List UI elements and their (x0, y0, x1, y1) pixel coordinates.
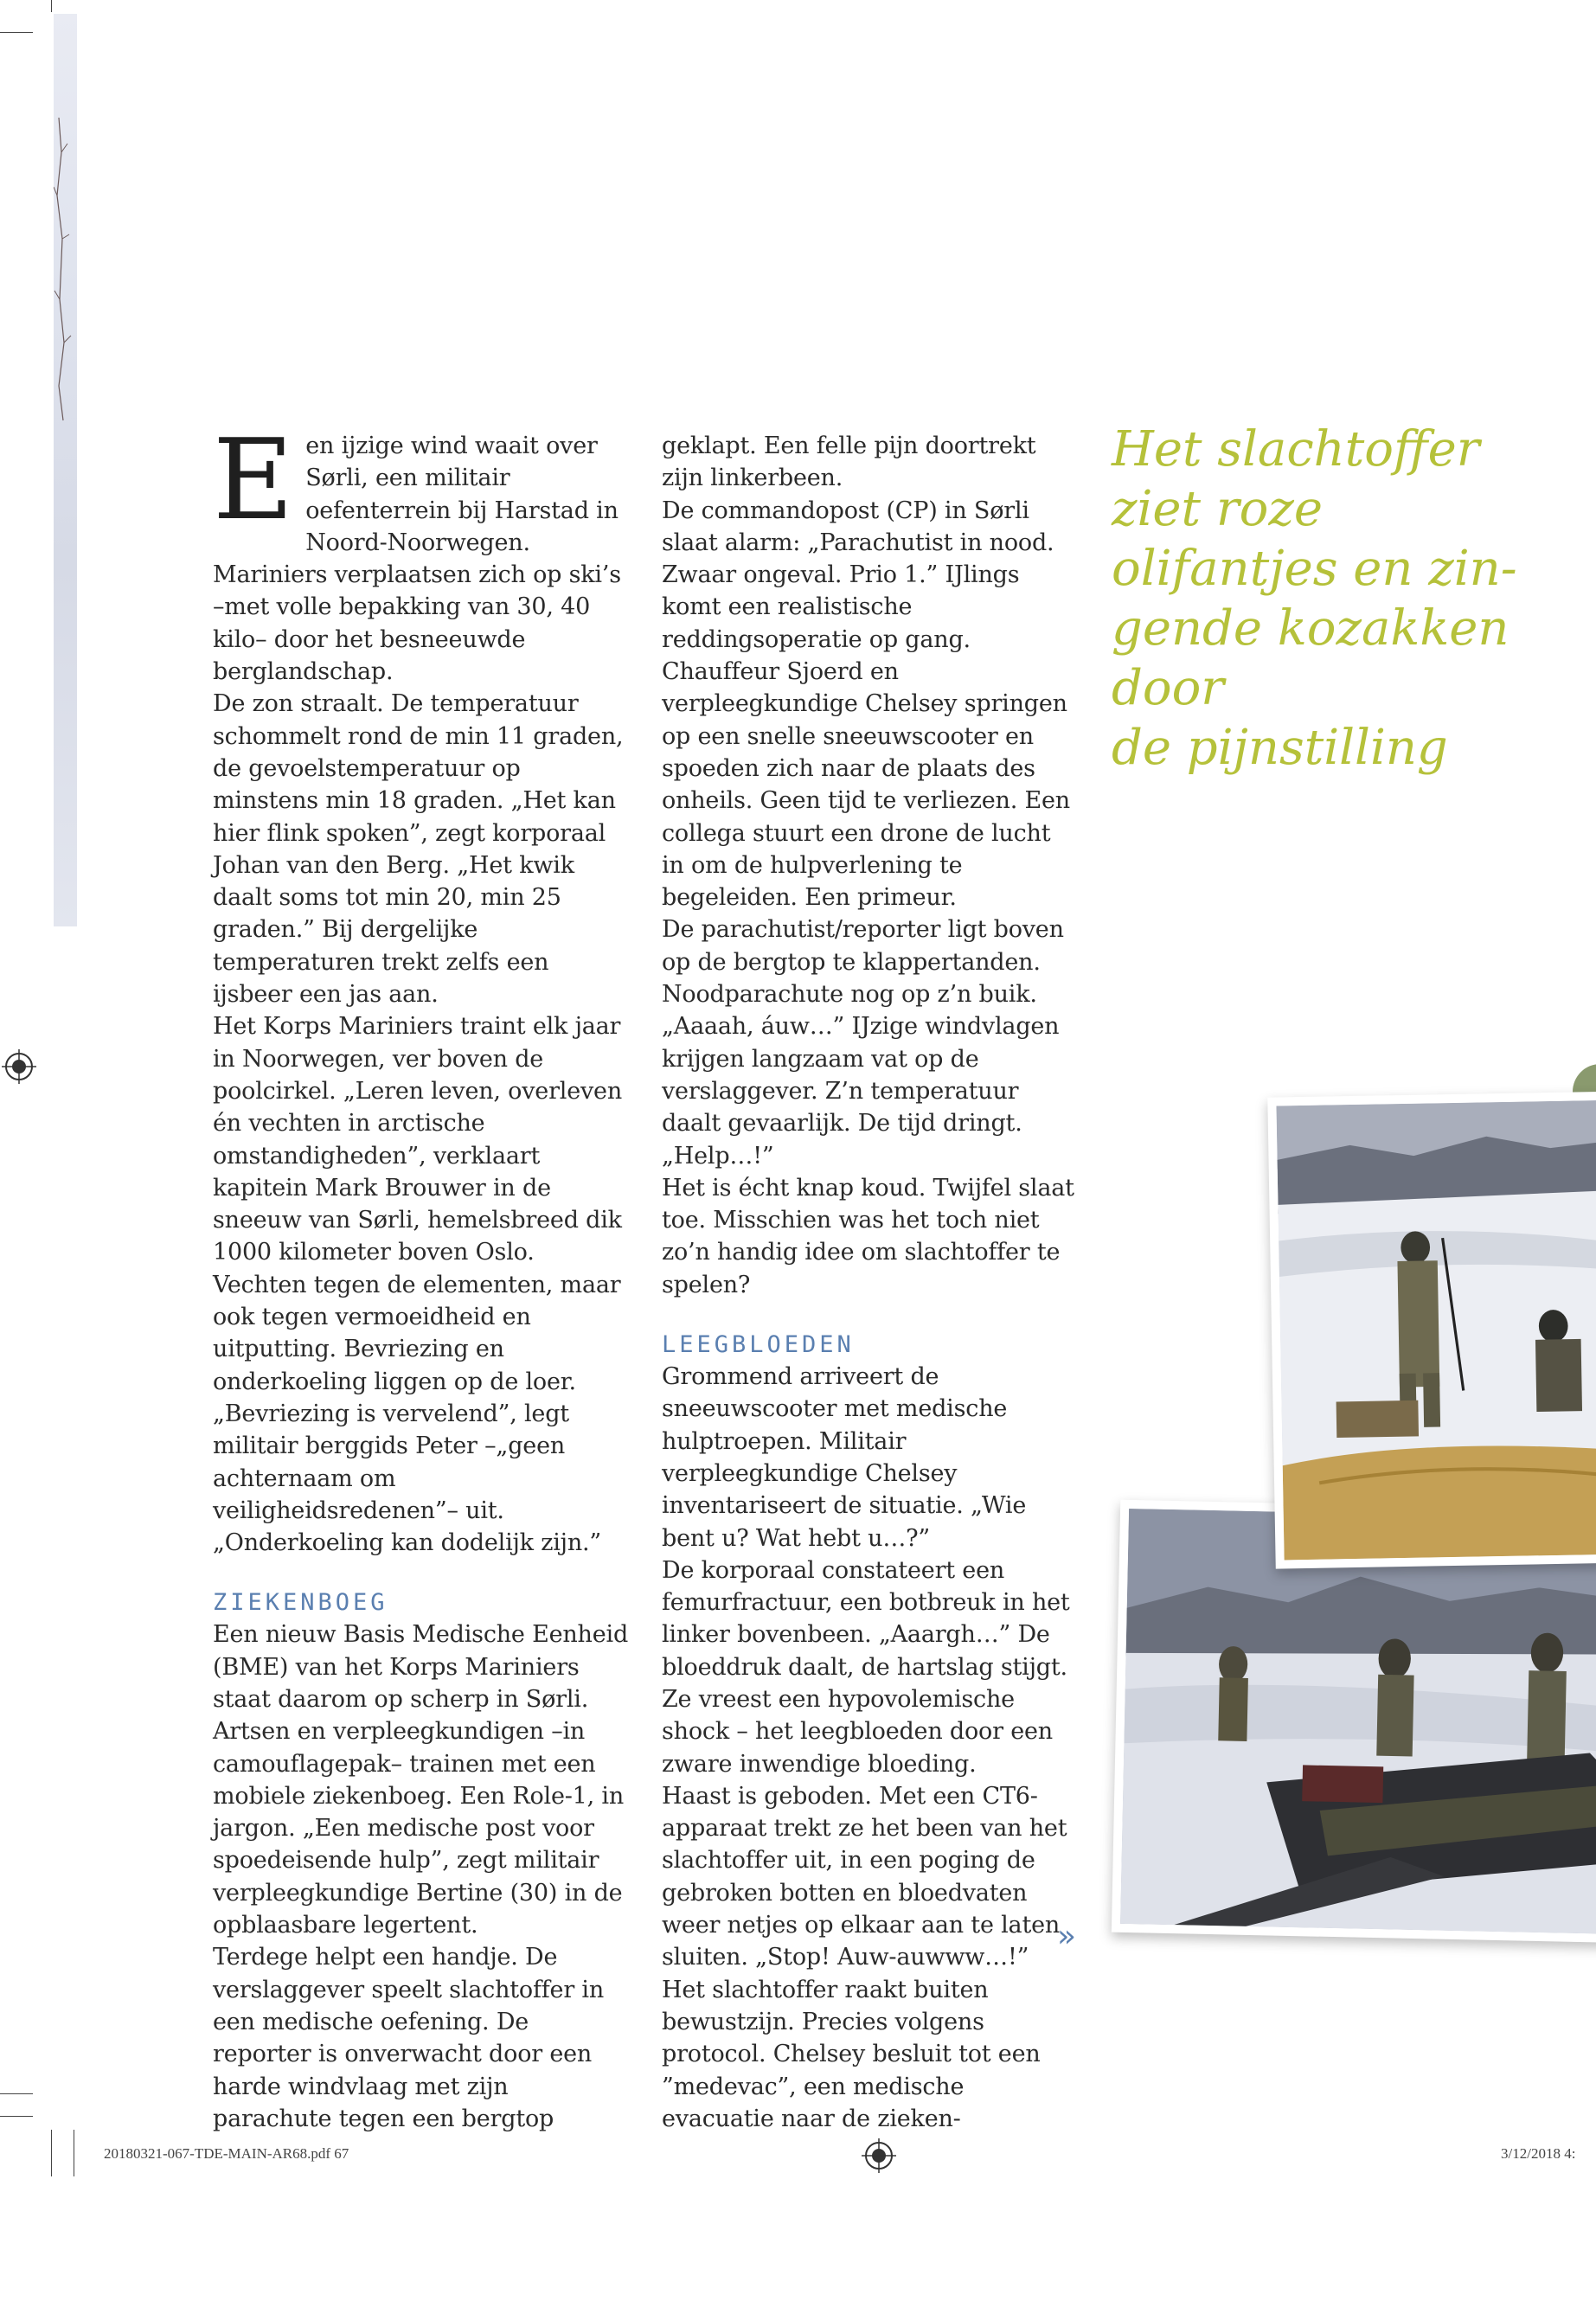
print-slug-date: 3/12/2018 4: (1501, 2145, 1576, 2162)
body-paragraph: Vechten tegen de elementen, maar ook tegen vermoeidheid en uitputting. Bevriezing en onderkoeling liggen op de loer. „Bevriezing is vervelend”, legt militair berggids Peter –„geen achternaam om veiligheidsredenen”– uit. „Onderkoeling kan dodelijk zijn.” (213, 1271, 621, 1557)
drop-cap: E (213, 416, 294, 545)
pull-quote-line: gende kozakken (1112, 600, 1509, 657)
pull-quote-line: de pijnstilling (1112, 720, 1448, 776)
crop-mark (0, 2116, 33, 2117)
article-column-1 (213, 416, 630, 2135)
photo-medics-in-snow (1267, 1091, 1596, 1568)
body-paragraph: Het Korps Mariniers traint elk jaar in Noorwegen, ver boven de poolcirkel. „Leren leven, overleven én vechten in arctische omstandigheden”, verklaart kapitein Mark Brouwer in de sneeuw van Sørli, hemelsbreed dik 1000 kilometer boven Oslo. (213, 1013, 623, 1266)
registration-mark-icon (862, 2138, 896, 2173)
subhead-ziekenboeg: ZIEKENBOEG (213, 1589, 388, 1617)
pull-quote (1112, 420, 1579, 778)
subhead-leegbloeden: LEEGBLOEDEN (662, 1331, 855, 1359)
previous-page-photo-bleed (54, 14, 77, 926)
body-paragraph: De parachutist/reporter ligt boven op de bergtop te klappertanden. Noodparachute nog op z’n buik. „Aaaah, áuw…” IJzige windvlagen krijgen langzaam vat op de verslaggever. Z’n temperatuur daalt gevaarlijk. De tijd dringt. „Help…!” (662, 916, 1064, 1170)
body-paragraph: De commandopost (CP) in Sørli slaat alarm: „Parachutist in nood. Zwaar ongeval. Prio 1.” IJlings komt een realistische reddingsoperatie op gang. Chauffeur Sjoerd en verpleegkundige Chelsey springen op een snelle sneeuwscooter en spoeden zich naar de plaats des onheils. Geen tijd te verliezen. Een collega stuurt een drone de lucht in om de hulpverlening te begeleiden. Een primeur. (662, 497, 1070, 912)
crop-mark (0, 32, 33, 33)
body-paragraph: Het slachtoffer raakt buiten bewustzijn. Precies volgens protocol. Chelsey besluit tot een ”medevac”, een medische evacuatie naar de zieken- (662, 1976, 1041, 2132)
crop-mark (0, 2093, 33, 2094)
pull-quote-line: olifantjes en zin- (1112, 541, 1517, 597)
pull-quote-line: door (1112, 660, 1225, 716)
body-paragraph: Haast is geboden. Met een CT6-apparaat trekt ze het been van het slachtoffer uit, in een poging de gebroken botten en bloedvaten weer netjes op elkaar aan te laten sluiten. „Stop! Auw-auwww…!” (662, 1782, 1067, 1971)
crop-mark (51, 0, 52, 12)
crop-mark (51, 2130, 52, 2176)
body-paragraph: De zon straalt. De temperatuur schommelt rond de min 11 graden, de gevoelstemperatuur op minstens min 18 graden. „Het kan hier flink spoken”, zegt korporaal Johan van den Berg. „Het kwik daalt soms tot min 20, min 25 graden.” Bij dergelijke temperaturen trekt zelfs een ijsbeer een jas aan. (213, 690, 624, 1009)
article-column-2 (662, 430, 1079, 2135)
print-slug-filename: 20180321-067-TDE-MAIN-AR68.pdf 67 (104, 2145, 349, 2162)
body-paragraph: Een nieuw Basis Medische Eenheid (BME) van het Korps Mariniers staat daarom op scherp in Sørli. Artsen en verpleegkundigen –in camouflagepak– trainen met een mobiele ziekenboeg. Een Role-1, in jargon. „Een medische post voor spoedeisende hulp”, zegt militair verpleegkundige Bertine (30) in de opblaasbare legertent. (213, 1621, 629, 1939)
body-paragraph: Grommend arriveert de sneeuwscooter met medische hulptroepen. Militair verpleegkundige Chelsey inventariseert de situatie. „Wie bent u? Wat hebt u…?” (662, 1363, 1027, 1552)
lead-paragraph: Een ijzige wind waait over Sørli, een militair oefenterrein bij Harstad in Noord-Noorwegen. Mariniers verplaatsen zich op ski’s –met volle bepakking van 30, 40 kilo– door het besneeuwde berglandschap. (213, 416, 621, 686)
pull-quote-line: Het slachtoffer (1112, 421, 1480, 478)
pull-quote-line: ziet roze (1112, 481, 1323, 537)
body-paragraph: geklapt. Een felle pijn doortrekt zijn linkerbeen. (662, 433, 1036, 492)
body-paragraph: De korporaal constateert een femurfractuur, een botbreuk in het linker bovenbeen. „Aaargh…” De bloeddruk daalt, de hartslag stijgt. Ze vreest een hypovolemische shock – het leegbloeden door een zware inwendige bloeding. (662, 1556, 1070, 1778)
registration-mark-icon (2, 1049, 36, 1084)
body-paragraph: Het is écht knap koud. Twijfel slaat toe. Misschien was het toch niet zo’n handig idee om slachtoffer te spelen? (662, 1174, 1074, 1298)
body-paragraph: Terdege helpt een handje. De verslaggever speelt slachtoffer in een medische oefening. De reporter is onverwacht door een harde windvlaag met zijn parachute tegen een bergtop (213, 1944, 605, 2132)
continue-arrow-icon: » (1057, 1919, 1077, 1954)
